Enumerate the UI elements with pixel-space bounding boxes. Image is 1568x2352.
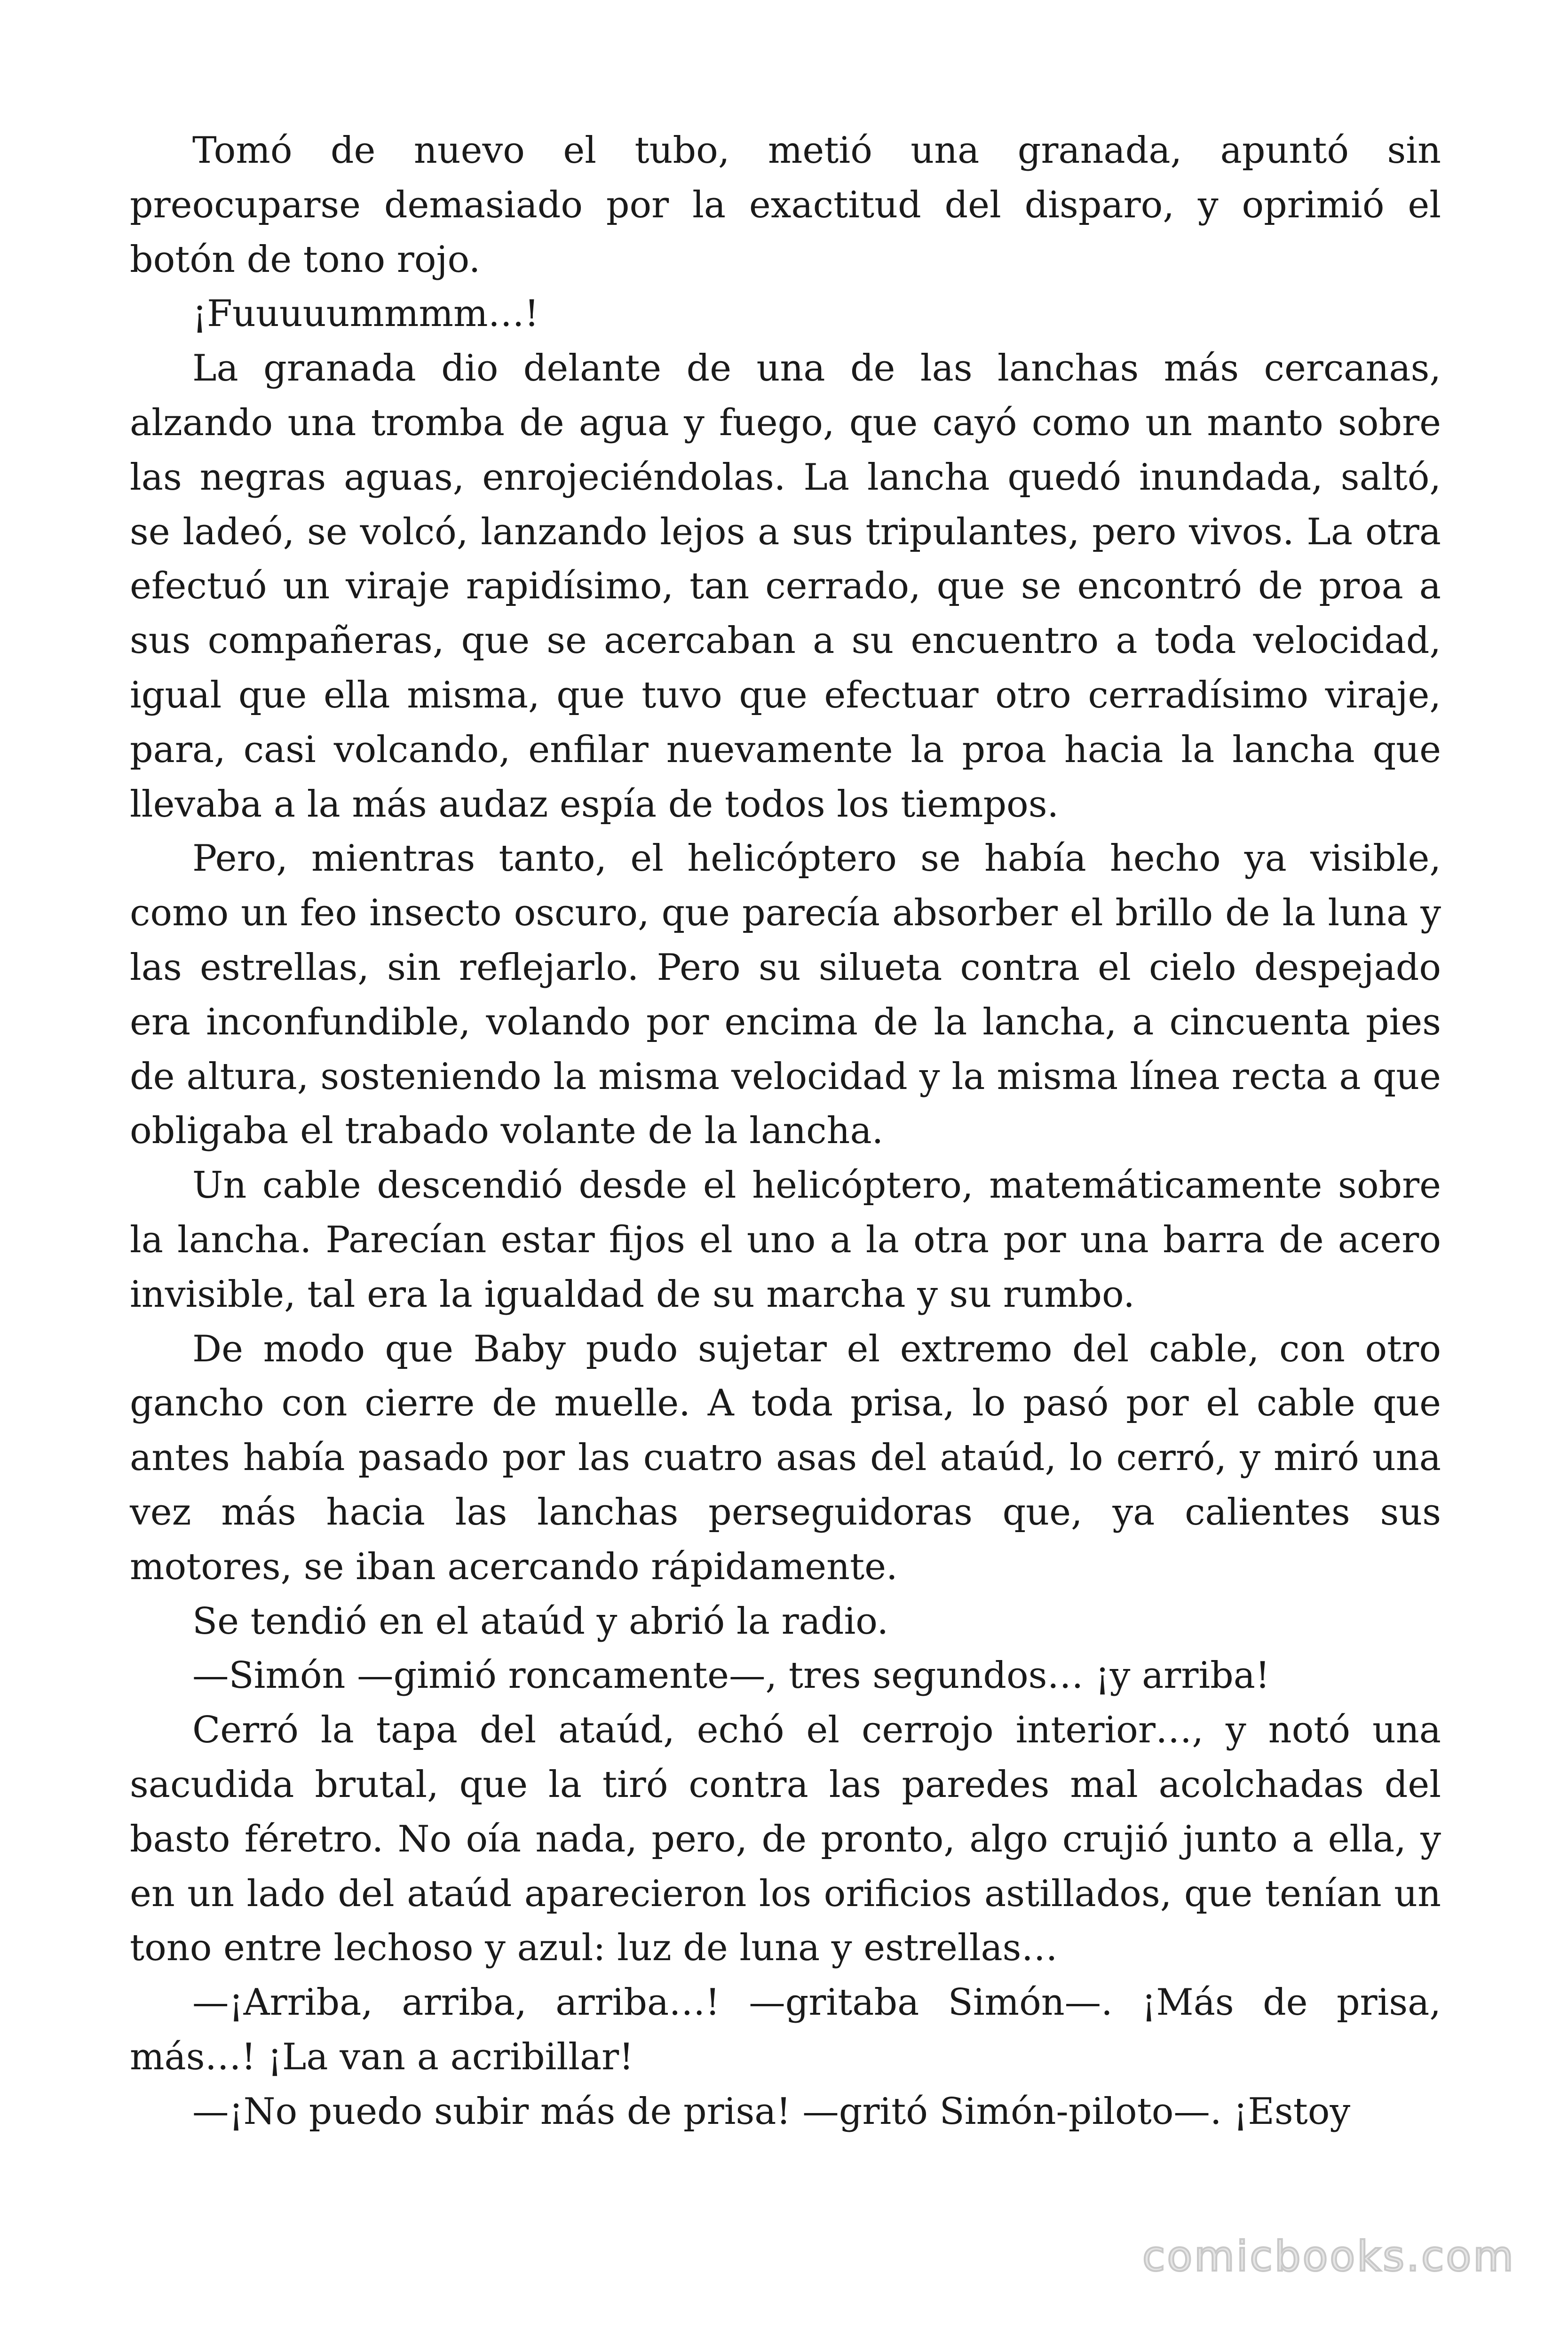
paragraph: De modo que Baby pudo sujetar el extremo del cable, con otro gancho con cierre de muelle. A toda prisa, lo pasó por el cable que antes había pasado por las cuatro asas del ataúd, lo cerró, y miró una vez más hacia las lanchas perseguidoras que, ya calientes sus motores, se iban acercando rápidamente. <box>130 1327 1441 1588</box>
paragraph: —¡Arriba, arriba, arriba…! —gritaba Simón—. ¡Más de prisa, más…! ¡La van a acribillar! <box>130 1981 1441 2078</box>
paragraph: Pero, mientras tanto, el helicóptero se había hecho ya visible, como un feo insecto oscuro, que parecía absorber el brillo de la luna y las estrellas, sin reflejarlo. Pero su silueta contra el cielo despejado era inconfundible, volando por encima de la lancha, a cincuenta pies de altura, sosteniendo la misma velocidad y la misma línea recta a que obligaba el trabado volante de la lancha. <box>130 837 1441 1152</box>
paragraph: Cerró la tapa del ataúd, echó el cerrojo interior…, y notó una sacudida brutal, que la tiró contra las paredes mal acolchadas del basto féretro. No oía nada, pero, de pronto, algo crujió junto a ella, y en un lado del ataúd aparecieron los orificios astillados, que tenían un tono entre lechoso y azul: luz de luna y estrellas… <box>130 1709 1441 1970</box>
paragraph: —Simón —gimió roncamente—, tres segundos… ¡y arriba! <box>192 1654 1270 1697</box>
paragraph: ¡Fuuuuummmm…! <box>192 293 539 335</box>
page-body <box>130 124 1441 2139</box>
watermark: comicbooks.com <box>1142 2232 1515 2280</box>
paragraph: La granada dio delante de una de las lanchas más cercanas, alzando una tromba de agua y fuego, que cayó como un manto sobre las negras aguas, enrojeciéndolas. La lancha quedó inundada, saltó, se ladeó, se volcó, lanzando lejos a sus tripulantes, pero vivos. La otra efectuó un viraje rapidísimo, tan cerrado, que se encontró de proa a sus compañeras, que se acercaban a su encuentro a toda velocidad, igual que ella misma, que tuvo que efectuar otro cerradísimo viraje, para, casi volcando, enfilar nuevamente la proa hacia la lancha que llevaba a la más audaz espía de todos los tiempos. <box>130 347 1441 826</box>
paragraph: Un cable descendió desde el helicóptero, matemáticamente sobre la lancha. Parecían estar fijos el uno a la otra por una barra de acero invisible, tal era la igualdad de su marcha y su rumbo. <box>130 1164 1441 1316</box>
paragraph: Se tendió en el ataúd y abrió la radio. <box>192 1600 889 1643</box>
paragraph-continued: —¡No puedo subir más de prisa! —gritó Simón-piloto—. ¡Estoy <box>192 2090 1351 2133</box>
paragraph: Tomó de nuevo el tubo, metió una granada, apuntó sin preocuparse demasiado por la exactitud del disparo, y oprimió el botón de tono rojo. <box>130 129 1441 281</box>
